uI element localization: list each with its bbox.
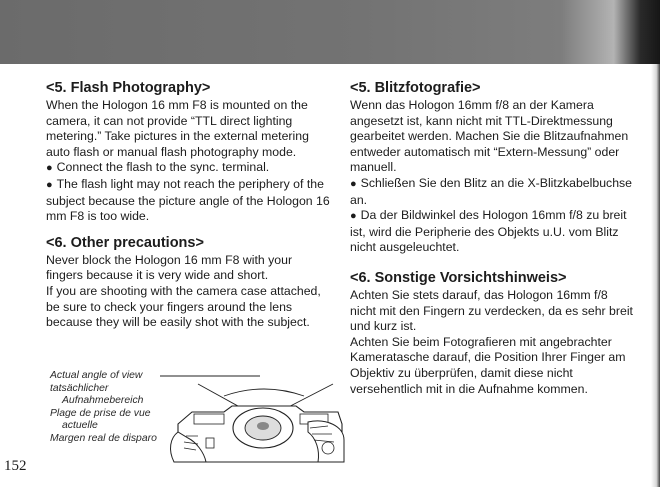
page-edge-shadow	[651, 64, 660, 487]
other-section-en	[46, 235, 331, 331]
figure-label-de-2: Aufnahmebereich	[62, 395, 144, 407]
flash-heading-de: <5. Blitzfotografie>	[350, 80, 481, 96]
angle-arc	[224, 389, 304, 396]
camera-button-left	[206, 438, 214, 448]
figure-labels	[50, 370, 175, 446]
flash-bullet-de-1	[350, 176, 635, 208]
figure-label-fr-2: actuelle	[62, 420, 98, 432]
camera-dial-right	[322, 442, 334, 454]
bullet-icon: ●	[350, 177, 357, 190]
flash-intro-de: Wenn das Hologon 16mm f/8 an der Kamera angesetzt ist, kann nicht mit TTL-Direktmessung gearbeitet werden. Machen Sie die Blitzaufnahmen entweder automatisch mit “Extern-Messung” oder manuell.	[350, 98, 629, 175]
other-para2-en: If you are shooting with the camera case attached, be sure to check your fingers around the lens because they will be easily shot with the subject.	[46, 283, 321, 330]
flash-intro-en: When the Hologon 16 mm F8 is mounted on the camera, it can not provide “TTL direct lighting metering.” Take pictures in the external metering auto flash or manual flash photography mode.	[46, 98, 309, 159]
figure-label-de-1: tatsächlicher	[50, 382, 109, 394]
other-para2-de: Achten Sie beim Fotografieren mit angebrachter Kameratasche darauf, die Position Ihrer Finger am Objektiv zu überprüfen, damit diese nicht versehentlich mit in die Aufnahme kommen.	[350, 334, 626, 396]
flash-heading-en: <5. Flash Photography>	[46, 80, 211, 96]
page-number: 152	[4, 458, 27, 474]
flash-section-en	[46, 80, 331, 225]
other-heading-de: <6. Sonstige Vorsichtshinweis>	[350, 269, 567, 286]
german-column	[350, 80, 635, 407]
figure-label-en: Actual angle of view	[50, 370, 143, 381]
angle-of-view-figure	[46, 362, 346, 466]
flash-bullet-en-2	[46, 177, 331, 225]
other-section-de	[350, 270, 635, 397]
bullet-icon: ●	[350, 210, 357, 223]
figure-label-fr-1: Plage de prise de vue	[50, 407, 151, 419]
flash-bullet-en-1-text: Connect the flash to the sync. terminal.	[56, 160, 270, 175]
other-heading-en: <6. Other precautions>	[46, 234, 204, 251]
other-para1-de: Achten Sie stets darauf, das Hologon 16mm f/8 nicht mit den Fingern zu verdecken, da es sehr breit und kurz ist.	[350, 287, 633, 334]
flash-bullet-en-2-text: The flash light may not reach the periphery of the subject because the picture angle of the Hologon 16 mm F8 is too wide.	[46, 176, 330, 224]
top-photo-band	[0, 0, 660, 64]
flash-bullet-de-2-text: Da der Bildwinkel des Hologon 16mm f/8 zu breit ist, wird die Peripherie des Objekts u.U. vom Blitz nicht ausgeleuchtet.	[350, 208, 627, 255]
flash-section-de	[350, 80, 635, 256]
flash-bullet-de-2	[350, 208, 635, 256]
english-column	[46, 80, 331, 341]
flash-bullet-en-1	[46, 160, 331, 177]
bullet-icon: ●	[46, 162, 53, 175]
lens-highlight	[257, 422, 269, 430]
bullet-icon: ●	[46, 178, 53, 191]
rangefinder-window	[194, 414, 224, 424]
flash-bullet-de-1-text: Schließen Sie den Blitz an die X-Blitzkabelbuchse an.	[350, 175, 633, 207]
figure-label-es: Margen real de disparo	[50, 432, 157, 444]
other-para1-en: Never block the Hologon 16 mm F8 with your fingers because it is very wide and short.	[46, 252, 293, 283]
